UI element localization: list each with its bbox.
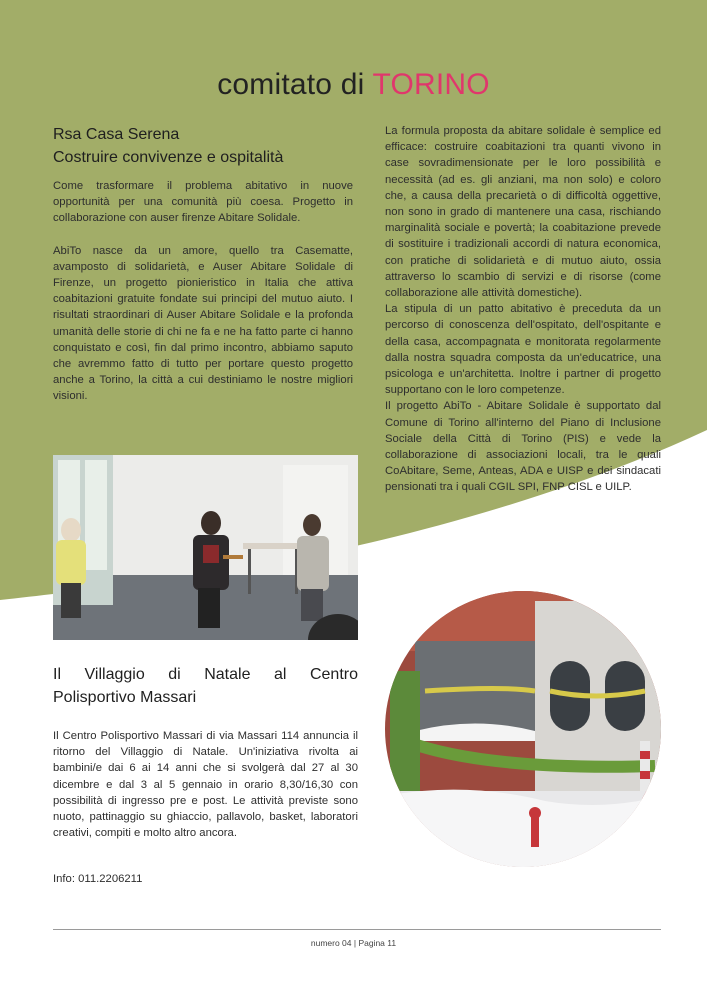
article2-body-text: Il Centro Polisportivo Massari di via Massari 114 annuncia il ritorno del Villaggio di Natale. Un'iniziativa rivolta ai bambini/e dai 6 ai 14 anni che si svolgerà dal 27 al 30 dicembre e dal 3 al 5 gennaio in orario 8,30/16,30 con possibilità di ingresso pre e post. Le attività previste sono nuoto, pattinaggio su ghiaccio, pallavolo, basket, laboratori creativi, compiti e molto altro ancora. bbox=[53, 730, 358, 840]
article1-heading-line1: Rsa Casa Serena bbox=[53, 126, 180, 143]
article1-heading bbox=[53, 123, 283, 169]
christmas-village-photo bbox=[385, 591, 661, 867]
page-title bbox=[0, 68, 707, 102]
article1-heading-line2: Costruire convivenze e ospitalità bbox=[53, 149, 284, 166]
article1-left-column bbox=[53, 178, 353, 405]
article1-right-para2: La stipula di un patto abitativo è preceduta da un percorso di conoscenza dell'ospitato, dell'ospitante e della casa, accompagnata e monitorata regolarmente dalla nostra squadra composta da un'educatrice, una psicologa e un'architetta. Inoltre i partner di progetto supportano con le loro competenze. bbox=[385, 303, 661, 397]
article1-right-para3: Il progetto AbiTo - Abitare Solidale è supportato dal Comune di Torino all'interno del Piano di Inclusione Sociale della Città di Torino (PIS) e vede la collaborazione di associazioni locali, tra le quali CoAbitare, Seme, Anteas, ADA e UISP e dei sindacati pensionati tra i quali CGIL SPI, FNP CISL e UILP. bbox=[385, 400, 661, 494]
article2-heading-line1: Il Villaggio di Natale al Centro bbox=[53, 666, 358, 683]
article1-right-column bbox=[385, 123, 661, 496]
article1-right-para1: La formula proposta da abitare solidale è semplice ed efficace: costruire coabitazioni tra quanti vivono in case sovradimensionate per le loro possibilità e necessità (ad es. gli anziani, ma non solo) e coloro che, a causa della precarietà o di difficoltà oggettive, non sono in grado di mantenere una casa, rischiando marginalità sociale e povertà; la coabitazione prevede di sostituire i tradizionali accordi di natura economica, con pratiche di solidarietà e di mutuo aiuto, ossia attraverso lo scambio di servizi e di risorse (come collaborazione alle attività domestiche). bbox=[385, 125, 661, 300]
article2-info: Info: 011.2206211 bbox=[53, 873, 143, 885]
article2-body bbox=[53, 728, 358, 841]
article1-para1: AbiTo nasce da un amore, quello tra Casematte, avamposto di solidarietà, e Auser Abitare Solidale di Firenze, un progetto pionieristico in Italia che attiva coabitazioni gratuite fondate sui principi del mutuo aiuto. I risultati straordinari di Auser Abitare Solidale e la profonda umanità delle storie di chi ne fa e ne ha fatto parte ci hanno conquistato e così, fin dal primo incontro, abbiamo saputo che avremmo fatto di tutto per portare questo progetto anche a Torino, la città a cui destiniamo le nostre migliori visioni. bbox=[53, 244, 353, 403]
footer-divider bbox=[53, 929, 661, 930]
meeting-photo bbox=[53, 455, 358, 640]
page-footer: numero 04 | Pagina 11 bbox=[310, 938, 397, 948]
title-prefix: comitato di bbox=[217, 68, 373, 101]
article2-heading-line2: Polisportivo Massari bbox=[53, 689, 197, 706]
article1-intro: Come trasformare il problema abitativo in nuove opportunità per una comunità più coesa. Progetto in collaborazione con auser firenze Abitare Solidale. bbox=[53, 180, 353, 225]
article2-heading bbox=[53, 663, 358, 686]
title-city: TORINO bbox=[372, 68, 490, 101]
article2-heading-second-line bbox=[53, 686, 196, 709]
